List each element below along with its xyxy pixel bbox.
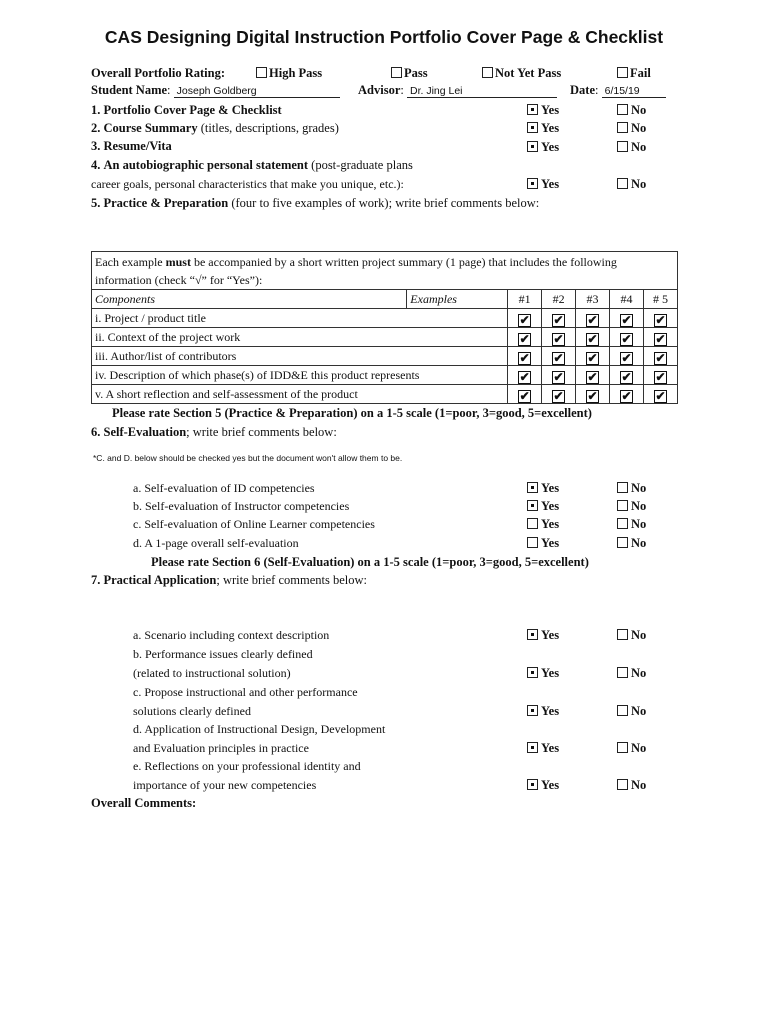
item-6c: c. Self-evaluation of Online Learner competencies [133,517,375,531]
row-label: ii. Context of the project work [92,328,508,347]
overall-comments-label: Overall Comments: [91,796,197,810]
check-icon[interactable]: ✔ [553,312,564,327]
check-icon[interactable]: ✔ [655,369,666,384]
checkbox-no[interactable] [617,141,628,152]
checkbox-pass[interactable] [391,67,402,78]
item-6a: a. Self-evaluation of ID competencies [133,481,315,495]
checkbox-yes[interactable] [527,482,538,493]
checkbox-no[interactable] [617,178,628,189]
check-icon[interactable]: ✔ [553,350,564,365]
item-7b-yes[interactable]: Yes [527,666,559,681]
checkbox-no[interactable] [617,667,628,678]
item-6d-no[interactable]: No [617,536,646,551]
check-icon[interactable]: ✔ [519,331,530,346]
item-3-yes[interactable]: Yes [527,140,559,155]
item-6b: b. Self-evaluation of Instructor competencies [133,499,350,513]
item-6c-no[interactable]: No [617,517,646,532]
advisor-row: Advisor: Dr. Jing Lei [358,83,557,98]
checkbox-no[interactable] [617,482,628,493]
advisor-field[interactable]: Dr. Jing Lei [407,85,557,98]
item-7d-line2: and Evaluation principles in practice [133,741,309,755]
item-4-line2: career goals, personal characteristics that make you unique, etc.): [91,177,404,191]
checkbox-no[interactable] [617,537,628,548]
check-icon[interactable]: ✔ [621,350,632,365]
item-6d-yes[interactable]: Yes [527,536,559,551]
row-label: iii. Author/list of contributors [92,347,508,366]
row-label: i. Project / product title [92,309,508,328]
date-field[interactable]: 6/15/19 [602,85,666,98]
item-6a-yes[interactable]: Yes [527,481,559,496]
header-col-4: #4 [610,290,644,309]
checkbox-yes[interactable] [527,667,538,678]
item-1-yes[interactable]: Yes [527,103,559,118]
checkbox-fail[interactable] [617,67,628,78]
table-row [92,366,678,385]
check-icon[interactable]: ✔ [553,369,564,384]
item-3-title: Resume/Vita [103,139,172,153]
item-4-title: An autobiographic personal statement [103,158,309,172]
checkbox-no[interactable] [617,518,628,529]
item-3: 3. Resume/Vita [91,139,172,153]
item-7d-yes[interactable]: Yes [527,741,559,756]
student-name-row: Student Name: Joseph Goldberg [91,83,340,98]
table-row [92,328,678,347]
item-7c-line2: solutions clearly defined [133,704,251,718]
item-6b-yes[interactable]: Yes [527,499,559,514]
check-icon[interactable]: ✔ [621,388,632,403]
check-icon[interactable]: ✔ [553,331,564,346]
item-7c-yes[interactable]: Yes [527,704,559,719]
item-7a-no[interactable]: No [617,628,646,643]
section-6-heading: 6. Self-Evaluation; write brief comments below: [91,425,337,439]
rating-label: Overall Portfolio Rating: [91,66,225,80]
table-intro: Each example must be accompanied by a short written project summary (1 page) that includes the following information (check “√” for “Yes”): [92,252,678,290]
checkbox-high-pass[interactable] [256,67,267,78]
student-name-label: Student Name [91,83,168,97]
check-icon[interactable]: ✔ [621,369,632,384]
item-4-yes[interactable]: Yes [527,177,559,192]
item-1-no[interactable]: No [617,103,646,118]
header-components: Components [92,290,407,309]
item-2-title: Course Summary [103,121,198,135]
checkbox-not-yet-pass[interactable] [482,67,493,78]
checkbox-yes[interactable] [527,742,538,753]
checkbox-no[interactable] [617,122,628,133]
rate-section-5: Please rate Section 5 (Practice & Preparation) on a 1-5 scale (1=poor, 3=good, 5=excellent) [112,406,592,420]
item-7e-yes[interactable]: Yes [527,778,559,793]
item-7b-no[interactable]: No [617,666,646,681]
date-row: Date: 6/15/19 [570,83,666,98]
item-2-no[interactable]: No [617,121,646,136]
student-name-field[interactable]: Joseph Goldberg [174,85,340,98]
item-7e-line2: importance of your new competencies [133,778,317,792]
section-6-note: *C. and D. below should be checked yes but the document won't allow them to be. [93,453,403,463]
check-icon[interactable]: ✔ [655,312,666,327]
header-examples: Examples [407,290,508,309]
item-7c-no[interactable]: No [617,704,646,719]
checkbox-yes[interactable] [527,104,538,115]
checkbox-yes[interactable] [527,178,538,189]
checkbox-no[interactable] [617,742,628,753]
header-col-5: # 5 [644,290,678,309]
header-col-3: #3 [576,290,610,309]
check-icon[interactable]: ✔ [655,331,666,346]
advisor-label: Advisor [358,83,401,97]
section-7-heading: 7. Practical Application; write brief comments below: [91,573,367,587]
item-7b: b. Performance issues clearly defined [133,647,313,661]
checkbox-no[interactable] [617,779,628,790]
item-6d: d. A 1-page overall self-evaluation [133,536,299,550]
checkbox-yes[interactable] [527,141,538,152]
check-icon[interactable]: ✔ [621,312,632,327]
checkbox-no[interactable] [617,705,628,716]
item-7a-yes[interactable]: Yes [527,628,559,643]
item-2-yes[interactable]: Yes [527,121,559,136]
table-row [92,309,678,328]
section-5-heading: 5. Practice & Preparation (four to five examples of work); write brief comments below: [91,196,540,210]
checkbox-yes[interactable] [527,500,538,511]
item-6a-no[interactable]: No [617,481,646,496]
item-3-no[interactable]: No [617,140,646,155]
row-label: v. A short reflection and self-assessment of the product [92,385,508,404]
check-icon[interactable]: ✔ [655,388,666,403]
page-title: CAS Designing Digital Instruction Portfolio Cover Page & Checklist [104,27,664,47]
checkbox-yes[interactable] [527,779,538,790]
check-icon[interactable]: ✔ [587,369,598,384]
check-icon[interactable]: ✔ [553,388,564,403]
checkbox-no[interactable] [617,500,628,511]
check-icon[interactable]: ✔ [519,369,530,384]
item-2: 2. Course Summary (titles, descriptions, grades) [91,121,339,135]
item-1: 1. Portfolio Cover Page & Checklist [91,103,282,117]
check-icon[interactable]: ✔ [621,331,632,346]
check-icon[interactable]: ✔ [587,312,598,327]
item-1-title: Portfolio Cover Page & Checklist [103,103,282,117]
check-icon[interactable]: ✔ [519,350,530,365]
rate-section-6: Please rate Section 6 (Self-Evaluation) on a 1-5 scale (1=poor, 3=good, 5=excellent) [151,555,589,569]
table-header-row [92,290,678,309]
check-icon[interactable]: ✔ [587,331,598,346]
item-7b-line2: (related to instructional solution) [133,666,291,680]
item-7d: d. Application of Instructional Design, Development [133,722,386,736]
item-4: 4. An autobiographic personal statement (post-graduate plans [91,158,413,172]
checkbox-no[interactable] [617,104,628,115]
item-7e-no[interactable]: No [617,778,646,793]
rating-option-high-pass[interactable]: High Pass [256,66,322,81]
checkbox-yes[interactable] [527,518,538,529]
rating-option-pass[interactable]: Pass [391,66,428,81]
checkbox-yes[interactable] [527,705,538,716]
date-label: Date [570,83,595,97]
rating-option-fail[interactable]: Fail [617,66,651,81]
check-icon[interactable]: ✔ [519,388,530,403]
row-label: iv. Description of which phase(s) of IDD&E this product represents [92,366,508,385]
item-7c: c. Propose instructional and other performance [133,685,358,699]
checkbox-no[interactable] [617,629,628,640]
rating-option-not-yet-pass[interactable]: Not Yet Pass [482,66,561,81]
item-7d-no[interactable]: No [617,741,646,756]
item-4-no[interactable]: No [617,177,646,192]
table-row [92,347,678,366]
item-6c-yes[interactable]: Yes [527,517,559,532]
check-icon[interactable]: ✔ [587,350,598,365]
item-7e: e. Reflections on your professional identity and [133,759,361,773]
check-icon[interactable]: ✔ [587,388,598,403]
item-7a: a. Scenario including context description [133,628,330,642]
check-icon[interactable]: ✔ [655,350,666,365]
header-col-2: #2 [542,290,576,309]
check-icon[interactable]: ✔ [519,312,530,327]
header-col-1: #1 [508,290,542,309]
examples-checklist-table [91,251,678,404]
item-6b-no[interactable]: No [617,499,646,514]
table-row [92,385,678,404]
checkbox-yes[interactable] [527,537,538,548]
checkbox-yes[interactable] [527,629,538,640]
checkbox-yes[interactable] [527,122,538,133]
